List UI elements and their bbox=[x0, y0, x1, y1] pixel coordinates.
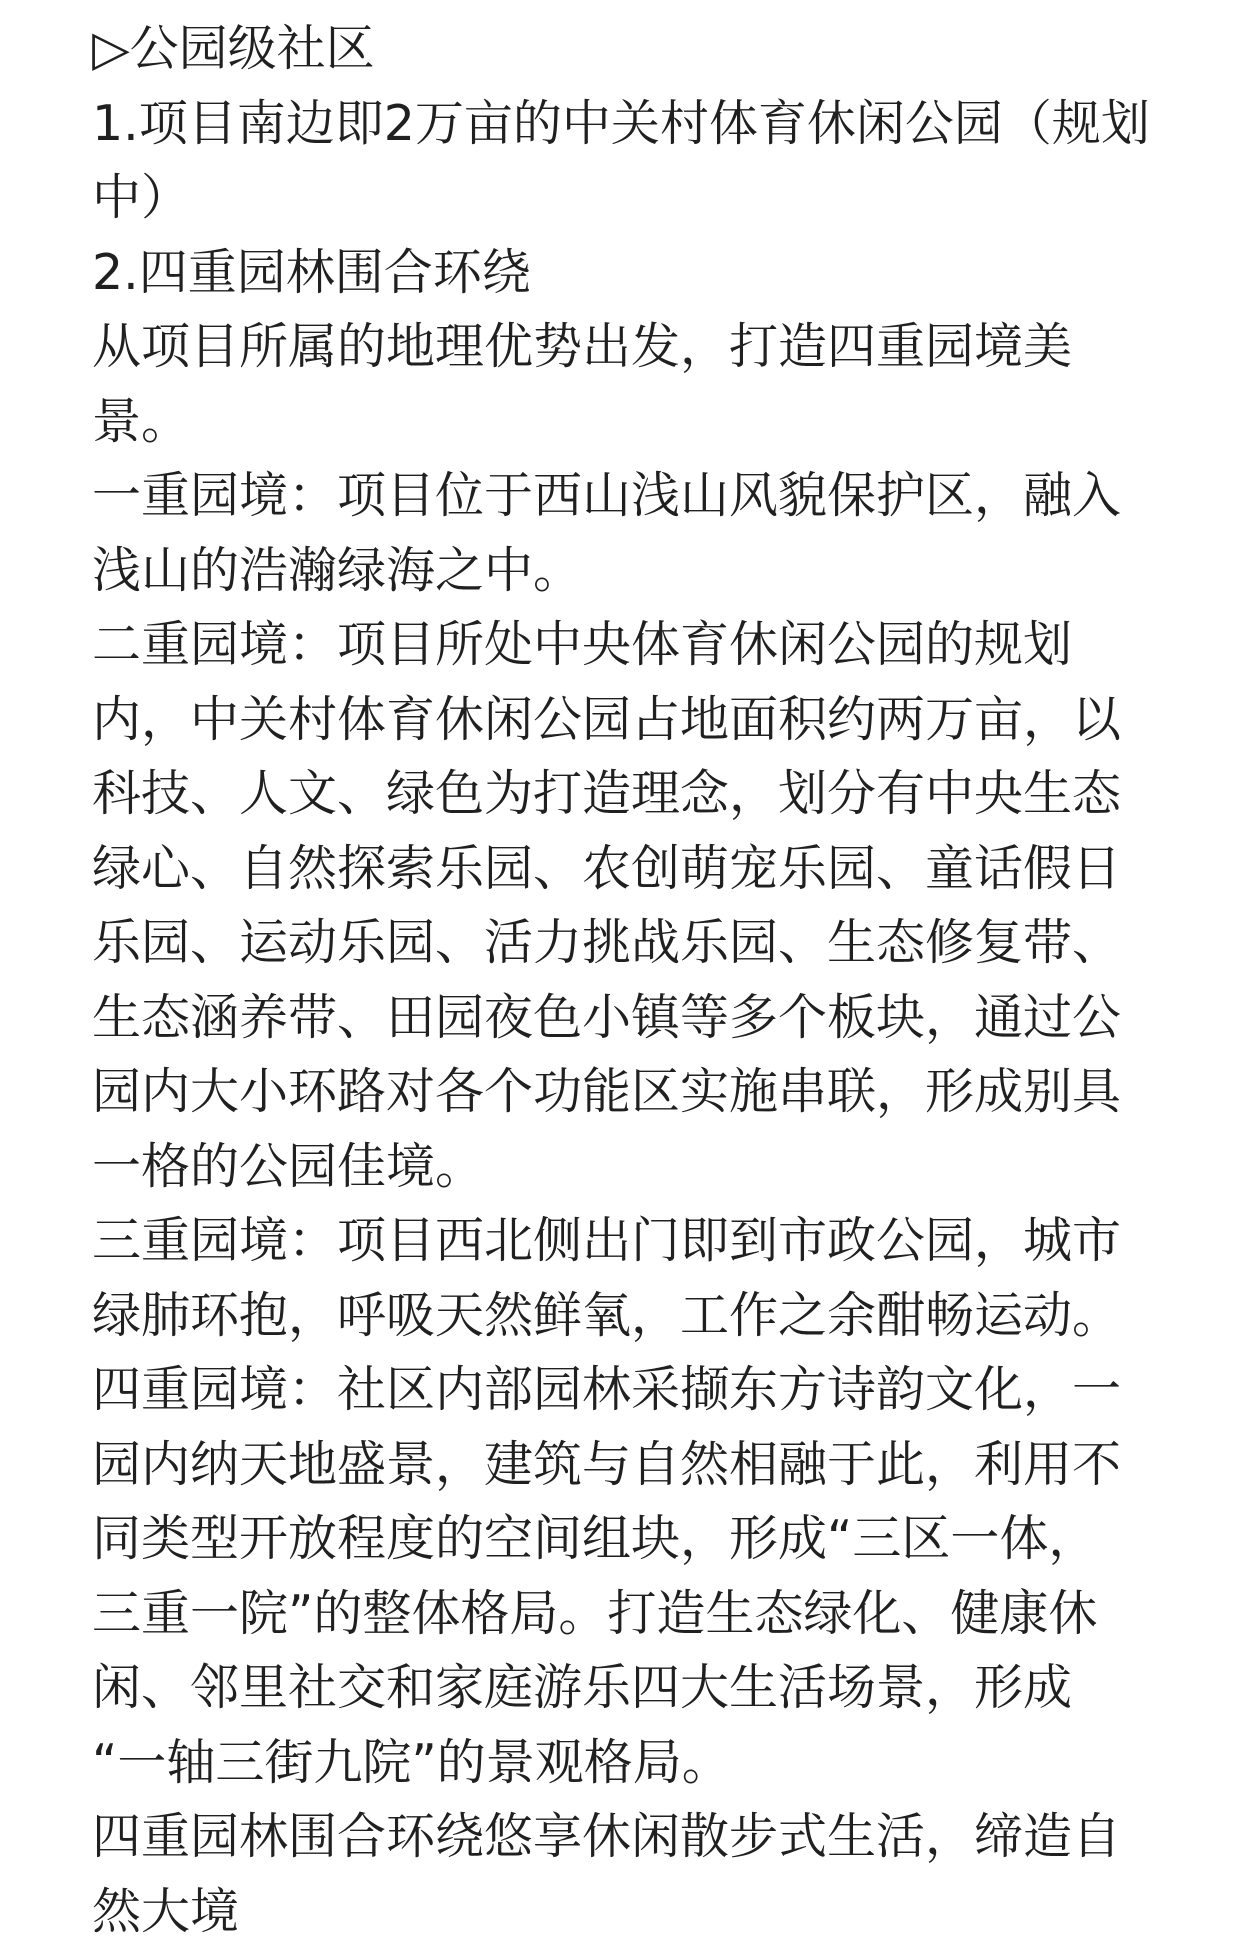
second-garden-paragraph-line: 内，中关村体育休闲公园占地面积约两万亩，以 bbox=[92, 690, 1122, 748]
third-garden-paragraph-line: 绿肺环抱，呼吸天然鲜氧，工作之余酣畅运动。 bbox=[92, 1286, 1122, 1344]
fourth-garden-paragraph-line: 同类型开放程度的空间组块，形成“三区一体， bbox=[92, 1510, 1098, 1567]
section-heading: ▷公园级社区 bbox=[92, 20, 375, 77]
second-garden-paragraph-line: 生态涵养带、田园夜色小镇等多个板块，通过公 bbox=[92, 988, 1122, 1046]
first-garden-paragraph-line: 浅山的浩瀚绿海之中。 bbox=[92, 541, 583, 599]
closing-paragraph-line: 四重园林围合环绕悠享休闲散步式生活，缔造自 bbox=[92, 1808, 1122, 1865]
fourth-garden-paragraph-line: 闲、邻里社交和家庭游乐四大生活场景，形成 bbox=[92, 1659, 1073, 1716]
second-garden-paragraph-line: 二重园境：项目所处中央体育休闲公园的规划 bbox=[92, 616, 1073, 673]
second-garden-paragraph-line: 一格的公园佳境。 bbox=[92, 1137, 485, 1195]
intro-paragraph-line: 从项目所属的地理优势出发，打造四重园境美 bbox=[92, 318, 1073, 375]
second-garden-paragraph-line: 乐园、运动乐园、活力挑战乐园、生态修复带、 bbox=[92, 914, 1122, 971]
article-body bbox=[92, 12, 1152, 1949]
fourth-garden-paragraph-line: 三重一院”的整体格局。打造生态绿化、健康休 bbox=[92, 1584, 1098, 1642]
fourth-garden-paragraph-line: 园内纳天地盛景，建筑与自然相融于此，利用不 bbox=[92, 1435, 1122, 1493]
list-item-1: 1.项目南边即2万亩的中关村体育休闲公园（规划 bbox=[92, 94, 1150, 152]
fourth-garden-paragraph-line: 四重园境：社区内部园林采撷东方诗韵文化，一 bbox=[92, 1361, 1122, 1418]
intro-paragraph-line: 景。 bbox=[92, 392, 191, 450]
second-garden-paragraph-line: 园内大小环路对各个功能区实施串联，形成别具 bbox=[92, 1063, 1122, 1120]
second-garden-paragraph-line: 科技、人文、绿色为打造理念，划分有中央生态 bbox=[92, 765, 1122, 822]
list-item-1-continued: 中） bbox=[92, 169, 191, 226]
fourth-garden-paragraph-line: “一轴三街九院”的景观格局。 bbox=[92, 1733, 731, 1791]
second-garden-paragraph-line: 绿心、自然探索乐园、农创萌宠乐园、童话假日 bbox=[92, 839, 1122, 897]
first-garden-paragraph-line: 一重园境：项目位于西山浅山风貌保护区，融入 bbox=[92, 467, 1122, 524]
list-item-2: 2.四重园林围合环绕 bbox=[92, 243, 531, 301]
third-garden-paragraph-line: 三重园境：项目西北侧出门即到市政公园，城市 bbox=[92, 1212, 1122, 1269]
closing-paragraph-line: 然大境 bbox=[92, 1882, 240, 1940]
